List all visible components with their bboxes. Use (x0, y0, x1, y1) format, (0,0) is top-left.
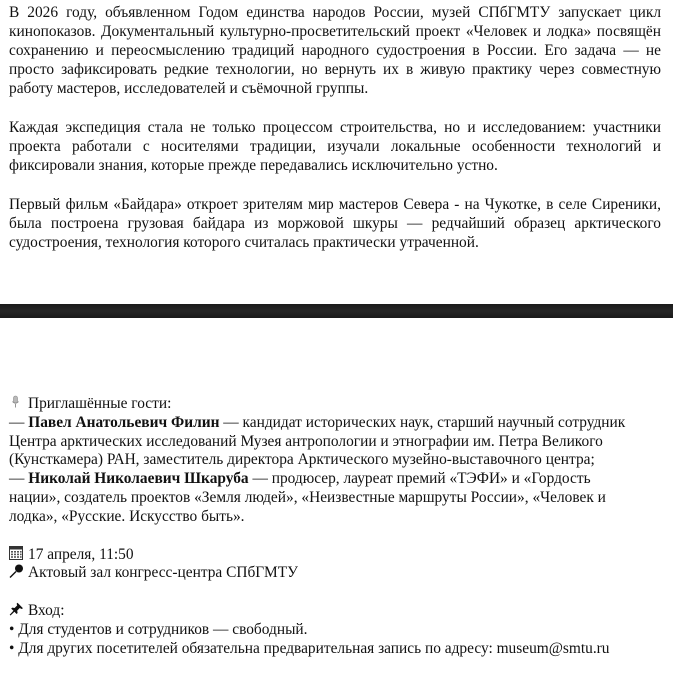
section-divider (0, 304, 673, 318)
guest-description: Центра арктических исследований Музея антропологии и этнографии им. Петра Великого (9, 432, 603, 450)
entry-heading-text: Вход: (28, 602, 65, 620)
guest-description: (Кунсткамера) РАН, заместитель директора Арктического музейно-выставочного центра; (9, 451, 595, 469)
entry-bullet: • Для других посетителей обязательна предварительная запись по адресу: museum@smtu.ru (9, 639, 610, 657)
event-details (9, 395, 669, 659)
entry-bullet: • Для студентов и сотрудников — свободный. (9, 620, 308, 638)
calendar-icon (9, 546, 25, 560)
guests-heading-text: Приглашённые гости: (28, 395, 172, 412)
guest-description: нации», создатель проектов «Земля людей», «Неизвестные маршруты России», «Человек и (9, 488, 606, 506)
microphone-icon (9, 395, 25, 409)
guest-name: Павел Анатольевич Филин (28, 413, 220, 431)
pushpin-icon (9, 602, 25, 616)
location-pin-icon (9, 564, 25, 578)
event-date (9, 546, 669, 565)
intro-paragraph: В 2026 году, объявленном Годом единства народов России, музей СПбГМТУ запускает цикл кинопоказов. Документальный культурно-просветительский проект «Человек и лодка» посвящён сохранению и переосмыслению традиций народного судостроения в России. Его задача — не просто зафиксировать редкие технологии, но вернуть их в живую практику через совместную работу мастеров, исследователей и съёмочной группы. (9, 4, 661, 97)
guest-description: — продюсер, лауреат премий «ТЭФИ» и «Гордость (248, 470, 591, 488)
guest-description: лодка», «Русские. Искусство быть». (9, 507, 245, 525)
event-place (9, 564, 669, 583)
intro-section (9, 3, 661, 272)
guest-description: — кандидат исторических наук, старший научный сотрудник (219, 413, 626, 431)
event-place-text: Актовый зал конгресс-центра СПбГМТУ (28, 564, 298, 582)
guests-heading (9, 395, 669, 414)
event-date-text: 17 апреля, 11:50 (28, 545, 134, 563)
guest-entry: — Николай Николаевич Шкаруба — продюсер, лауреат премий «ТЭФИ» и «Гордость нации», создатель проектов «Земля людей», «Неизвестные маршруты России», «Человек и лодка», «Русские. Искусство быть». (9, 470, 669, 526)
intro-paragraph: Каждая экспедиция стала не только процессом строительства, но и исследованием: участники проекта работали с носителями традиции, изучали локальные особенности технологий и фиксировали знания, которые прежде передавались исключительно устно. (9, 119, 661, 174)
entry-heading (9, 602, 669, 621)
guest-name: Николай Николаевич Шкаруба (28, 470, 249, 488)
guest-entry: — Павел Анатольевич Филин — кандидат исторических наук, старший научный сотрудник Центра арктических исследований Музея антропологии и этнографии им. Петра Великого (Кунсткамера) РАН, заместитель директора Арктического музейно-выставочного центра; (9, 414, 669, 470)
intro-paragraph: Первый фильм «Байдара» откроет зрителям мир мастеров Севера - на Чукотке, в селе Сиреники, была построена грузовая байдара из моржовой шкуры — редчайший образец арктического судостроения, технология которого считалась практически утраченной. (9, 196, 661, 251)
